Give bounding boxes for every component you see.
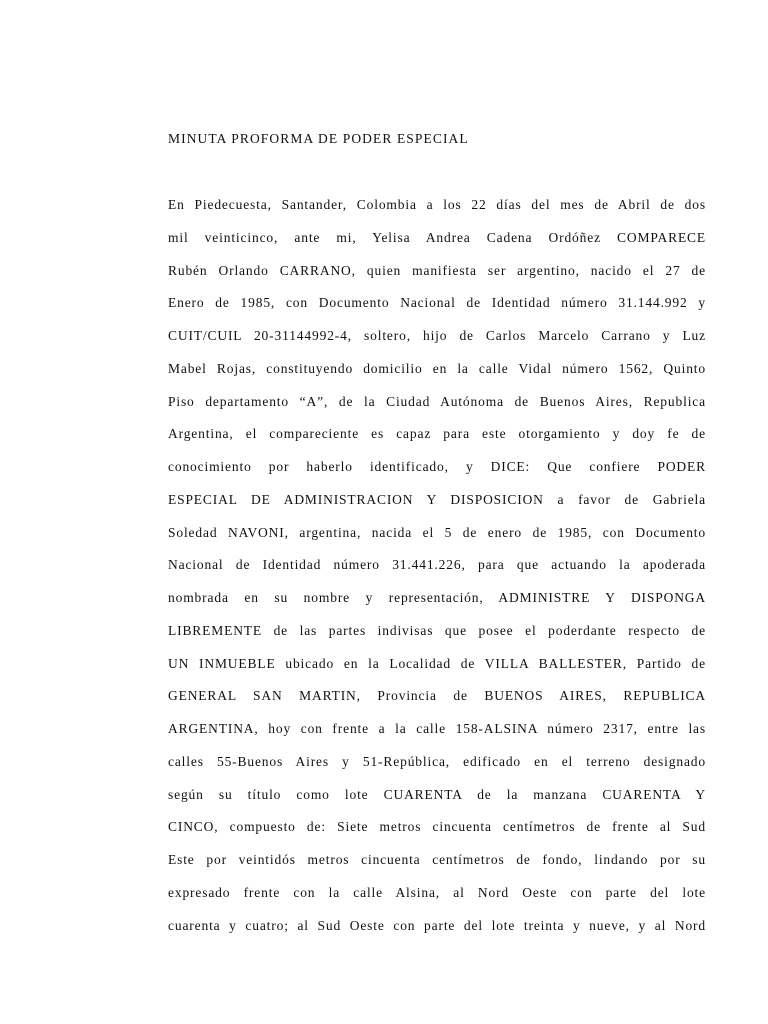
body-line: LIBREMENTE de las partes indivisas que posee el poderdante respecto de [168, 622, 706, 638]
body-line: CUIT/CUIL 20-31144992-4, soltero, hijo de Carlos Marcelo Carrano y Luz [168, 328, 706, 343]
body-line: mil veinticinco, ante mi, Yelisa Andrea Cadena Ordóñez COMPARECE [168, 229, 706, 245]
body-line: ARGENTINA, hoy con frente a la calle 158-ALSINA número 2317, entre las [168, 721, 706, 736]
body-line: Este por veintidós metros cincuenta centímetros de fondo, lindando por su [168, 852, 706, 867]
body-line: nombrada en su nombre y representación, ADMINISTRE Y DISPONGA [168, 590, 706, 605]
body-line: Soledad NAVONI, argentina, nacida el 5 de enero de 1985, con Documento [168, 524, 706, 540]
body-line: conocimiento por haberlo identificado, y DICE: Que confiere PODER [168, 459, 706, 474]
body-line: Enero de 1985, con Documento Nacional de Identidad número 31.144.992 y [168, 295, 706, 311]
body-line: GENERAL SAN MARTIN, Provincia de BUENOS AIRES, REPUBLICA [168, 688, 706, 704]
body-line: expresado frente con la calle Alsina, al Nord Oeste con parte del lote [168, 884, 706, 900]
body-line: UN INMUEBLE ubicado en la Localidad de VILLA BALLESTER, Partido de [168, 655, 706, 671]
body-line: CINCO, compuesto de: Siete metros cincuenta centímetros de frente al Sud [168, 819, 706, 835]
document-title: MINUTA PROFORMA DE PODER ESPECIAL [168, 131, 469, 146]
body-line: Rubén Orlando CARRANO, quien manifiesta ser argentino, nacido el 27 de [168, 262, 706, 278]
body-line: cuarenta y cuatro; al Sud Oeste con parte del lote treinta y nueve, y al Nord [168, 917, 706, 933]
body-line: Mabel Rojas, constituyendo domicilio en la calle Vidal número 1562, Quinto [168, 360, 706, 376]
body-line: según su título como lote CUARENTA de la manzana CUARENTA Y [168, 786, 706, 802]
document-body [168, 193, 706, 946]
body-line: ESPECIAL DE ADMINISTRACION Y DISPOSICION a favor de Gabriela [168, 491, 706, 507]
body-line: Argentina, el compareciente es capaz para este otorgamiento y doy fe de [168, 426, 706, 442]
body-line: calles 55-Buenos Aires y 51-República, edificado en el terreno designado [168, 753, 706, 769]
body-line: Nacional de Identidad número 31.441.226, para que actuando la apoderada [168, 557, 706, 573]
body-line: Piso departamento “A”, de la Ciudad Autónoma de Buenos Aires, Republica [168, 393, 706, 409]
body-line: En Piedecuesta, Santander, Colombia a los 22 días del mes de Abril de dos [168, 197, 706, 212]
